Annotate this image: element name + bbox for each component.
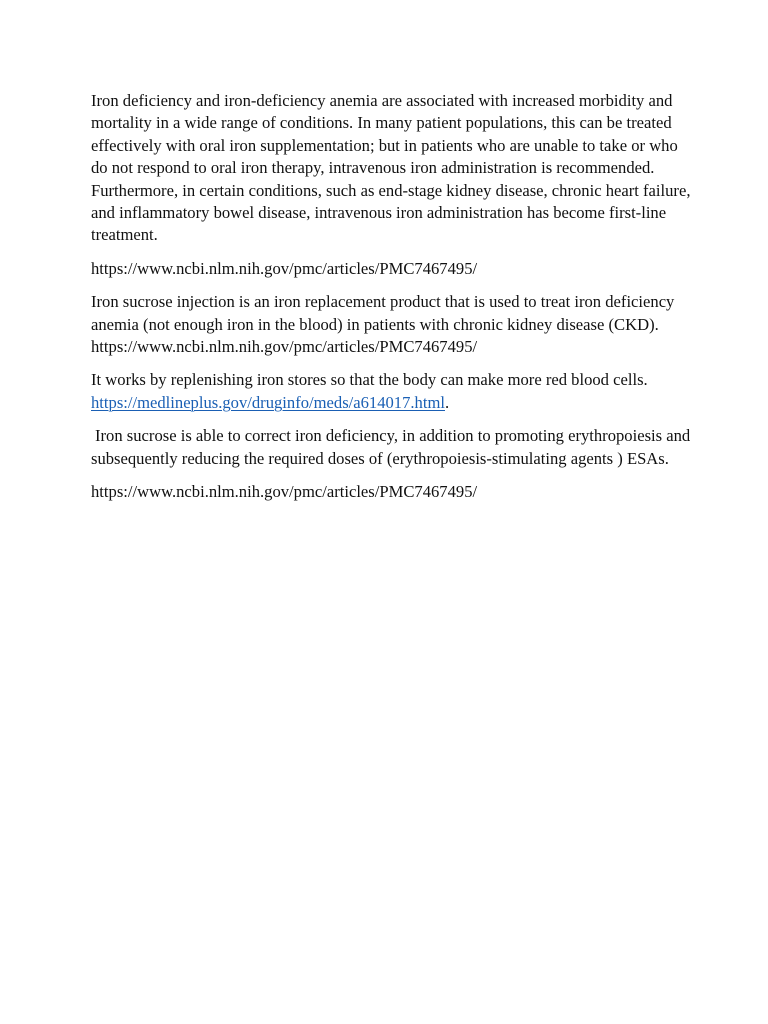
document-page	[91, 90, 691, 515]
reference-url-1: https://www.ncbi.nlm.nih.gov/pmc/articles/PMC7467495/	[91, 258, 478, 278]
paragraph-iron-deficiency-overview: Iron deficiency and iron-deficiency anemia are associated with increased morbidity and mortality in a wide range of conditions. In many patient populations, this can be treated effectively with oral iron supplementation; but in patients who are unable to take or who do not respond to oral iron therapy, intravenous iron administration is recommended. Furthermore, in certain conditions, such as end-stage kidney disease, chronic heart failure, and inflammatory bowel disease, intravenous iron administration has become first-line treatment.	[91, 91, 691, 245]
medlineplus-link[interactable]: https://medlineplus.gov/druginfo/meds/a614017.html	[91, 392, 445, 412]
paragraph-erythropoiesis: Iron sucrose is able to correct iron deficiency, in addition to promoting erythropoiesis and subsequently reducing the required doses of (erythropoiesis-stimulating agents ) ESAs.	[91, 426, 691, 468]
paragraph-iron-sucrose-injection: Iron sucrose injection is an iron replacement product that is used to treat iron deficiency anemia (not enough iron in the blood) in patients with chronic kidney disease (CKD). https://www.ncbi.nlm.nih.gov/pmc/articles/PMC7467495/	[91, 292, 675, 357]
reference-url-2: https://www.ncbi.nlm.nih.gov/pmc/articles/PMC7467495/	[91, 482, 478, 502]
paragraph-mechanism	[91, 369, 691, 414]
mechanism-text: It works by replenishing iron stores so that the body can make more red blood cells.	[91, 370, 648, 390]
mechanism-tail: .	[444, 392, 450, 412]
